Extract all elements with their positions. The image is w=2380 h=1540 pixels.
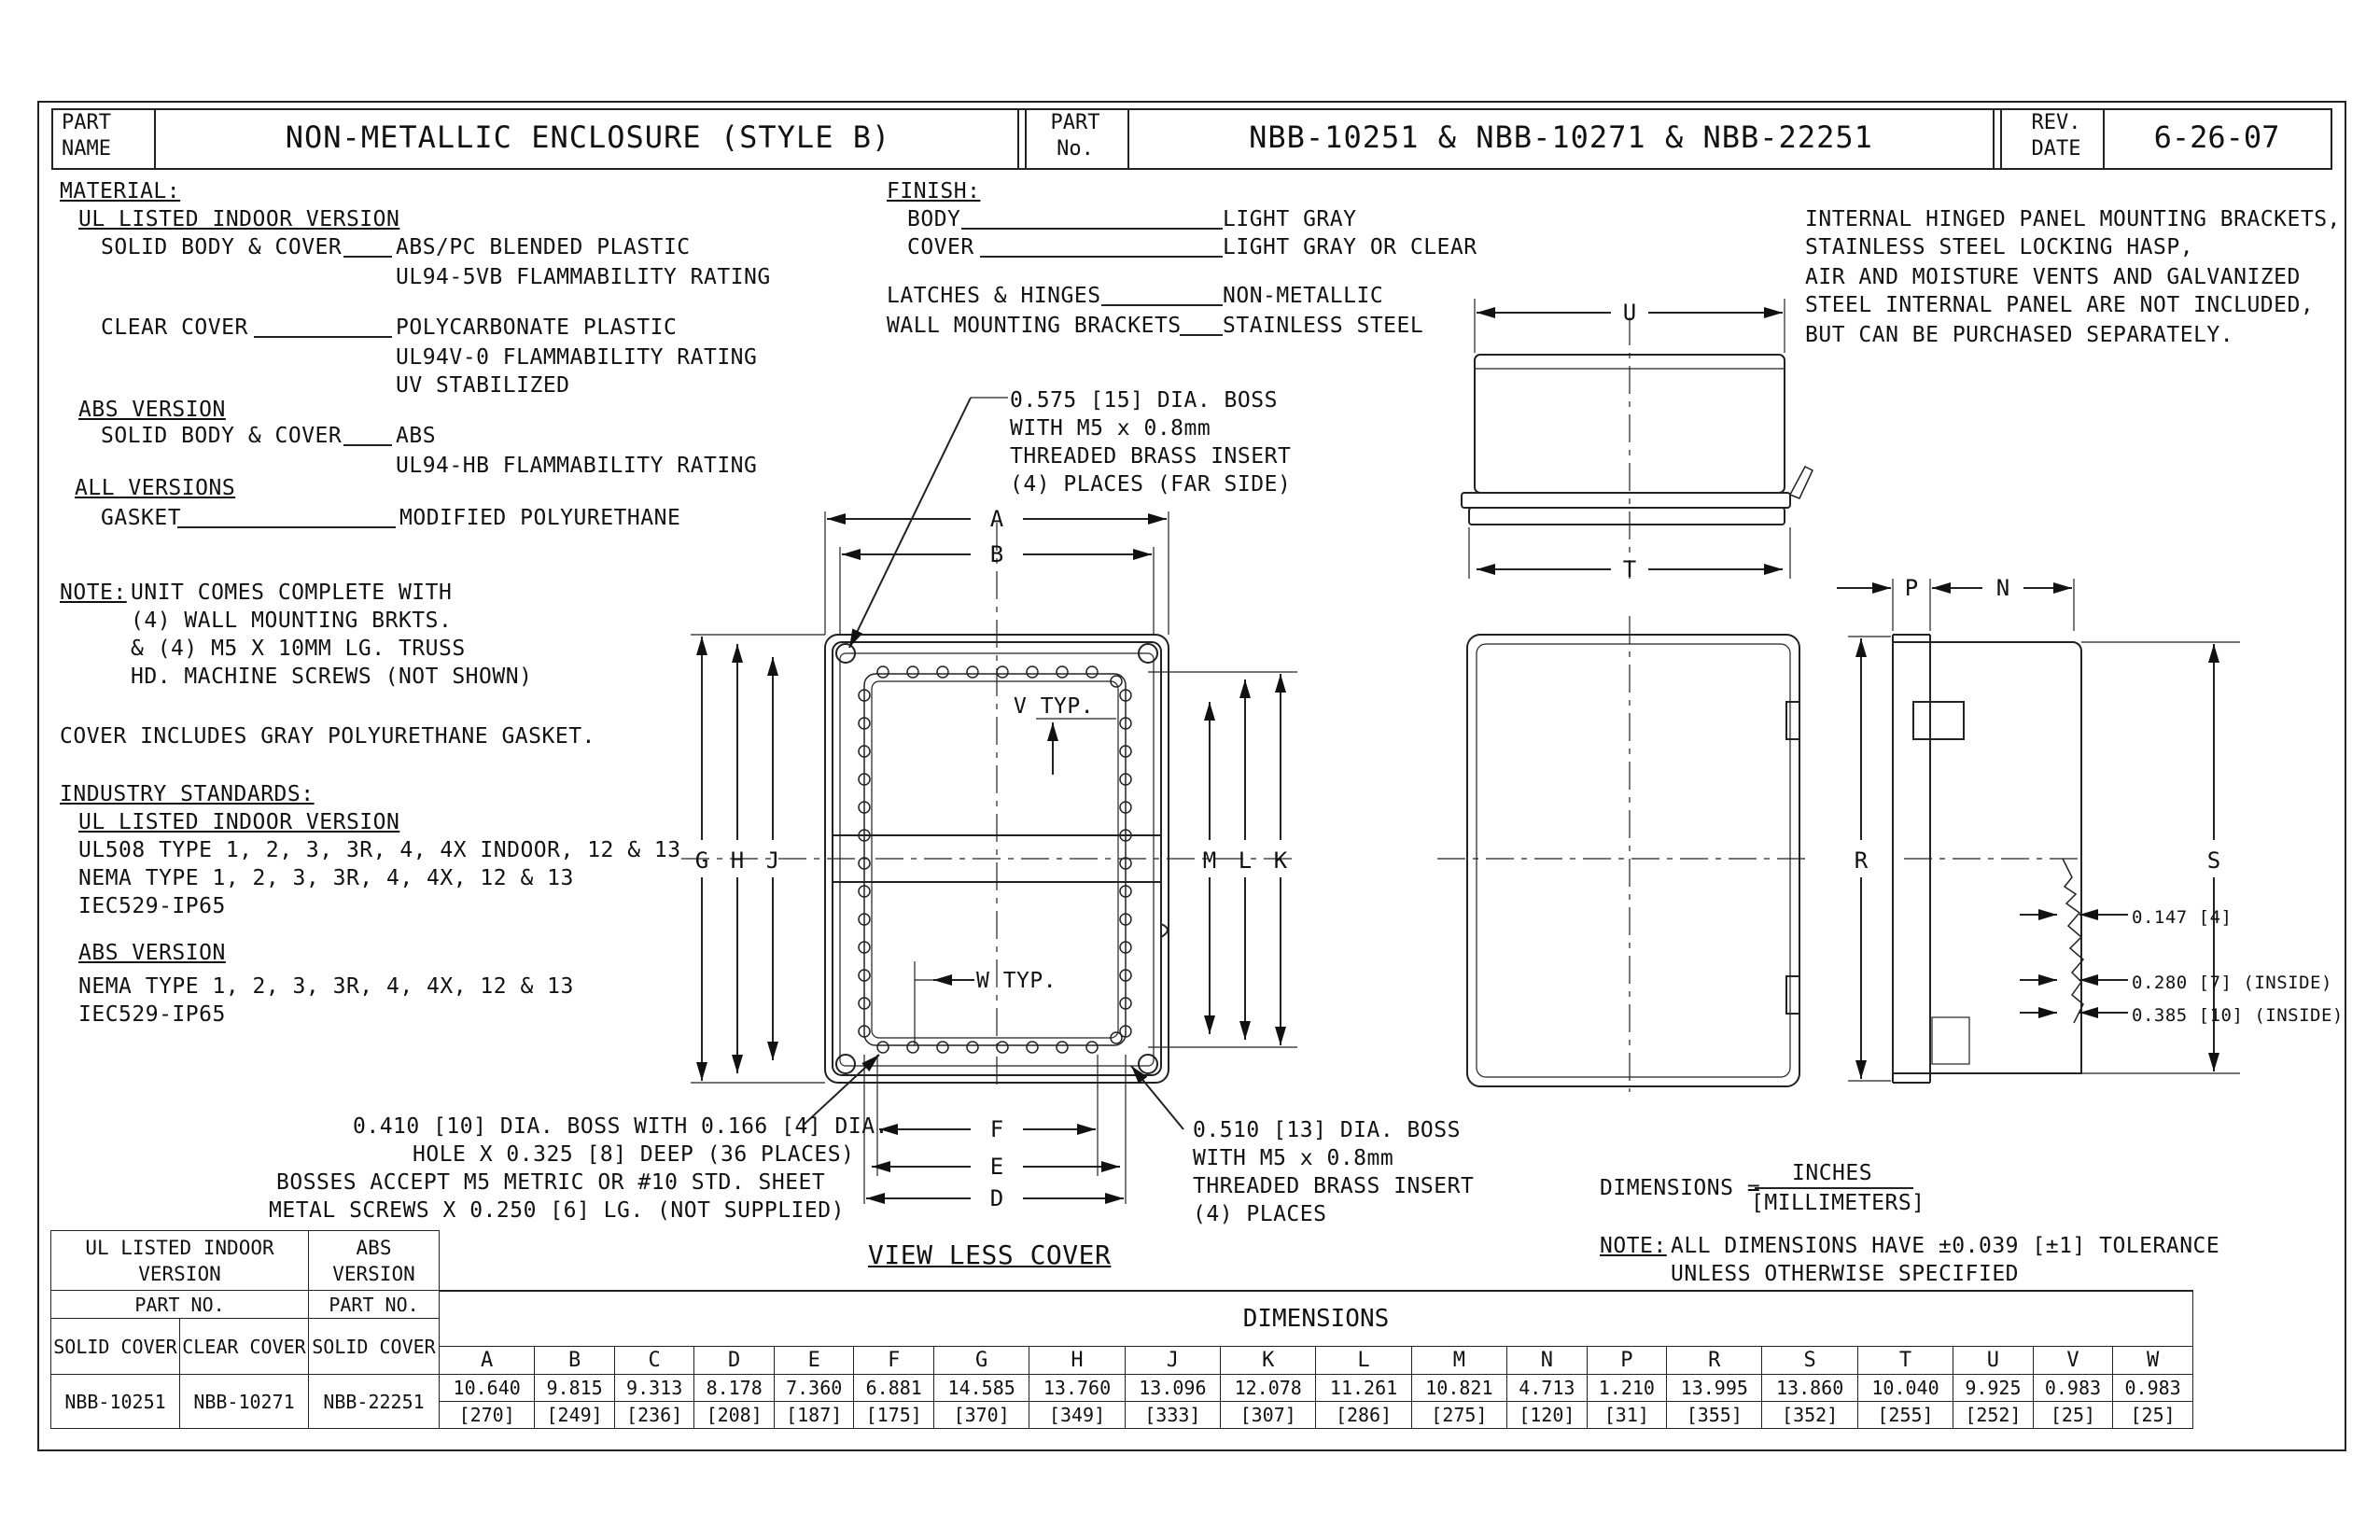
tolerance-note-line-1: ALL DIMENSIONS HAVE ±0.039 [±1] TOLERANCE [1671, 1234, 2220, 1258]
table-dimensions-heading: DIMENSIONS [440, 1291, 2193, 1347]
table-part-no-abs: PART NO. [309, 1291, 440, 1319]
table-cell-inches: 6.881 [854, 1375, 934, 1402]
table-cell-mm: [370] [934, 1402, 1029, 1429]
finish-body-label: BODY [907, 207, 961, 231]
material-clear-value-2: UL94V-0 FLAMMABILITY RATING [396, 345, 758, 370]
finish-cover-value: LIGHT GRAY OR CLEAR [1223, 235, 1477, 259]
callout-410-line-2: HOLE X 0.325 [8] DEEP (36 PLACES) [413, 1142, 855, 1167]
standards-abs-line-2: IEC529-IP65 [78, 1002, 226, 1027]
dim-label-l: L [1238, 847, 1253, 874]
table-part-abs: NBB-22251 [309, 1375, 440, 1429]
callout-v-typ: V TYP. [1014, 694, 1095, 719]
callout-w-typ: W TYP. [976, 969, 1057, 993]
finish-wall-label: WALL MOUNTING BRACKETS [887, 314, 1182, 338]
material-solid-label: SOLID BODY & COVER [101, 235, 343, 259]
material-gasket-value: MODIFIED POLYURETHANE [399, 506, 681, 530]
table-cell-inches: 12.078 [1221, 1375, 1316, 1402]
table-column-header: P [1587, 1347, 1667, 1375]
table-column-header: F [854, 1347, 934, 1375]
table-cell-mm: [208] [694, 1402, 775, 1429]
material-clear-label: CLEAR COVER [101, 315, 248, 340]
table-column-header: U [1953, 1347, 2034, 1375]
table-cell-inches: 1.210 [1587, 1375, 1667, 1402]
corner-boss [836, 1055, 855, 1073]
standards-abs-line-1: NEMA TYPE 1, 2, 3, 3R, 4, 4X, 12 & 13 [78, 974, 574, 999]
internal-note-line-2: STAINLESS STEEL LOCKING HASP, [1805, 235, 2194, 259]
table-cell-inches: 10.040 [1857, 1375, 1953, 1402]
dim-label-a: A [989, 506, 1004, 532]
standards-ul-line-3: IEC529-IP65 [78, 894, 226, 918]
table-part-solid: NBB-10251 [51, 1375, 180, 1429]
note-line-4: HD. MACHINE SCREWS (NOT SHOWN) [131, 665, 533, 689]
units-inches: INCHES [1792, 1161, 1873, 1185]
table-cell-mm: [352] [1762, 1402, 1857, 1429]
table-solid-cover-abs: SOLID COVER [309, 1319, 440, 1375]
material-solid-value-2: UL94-5VB FLAMMABILITY RATING [396, 265, 771, 289]
table-column-header: L [1316, 1347, 1411, 1375]
dim-label-e: E [989, 1154, 1004, 1180]
internal-note-line-4: STEEL INTERNAL PANEL ARE NOT INCLUDED, [1805, 293, 2315, 317]
part-no: NBB-10251 & NBB-10271 & NBB-22251 [1249, 119, 1873, 155]
dim-label-u: U [1622, 300, 1637, 326]
finish-body-value: LIGHT GRAY [1223, 207, 1357, 231]
dim-label-g: G [694, 847, 709, 874]
material-clear-value-3: UV STABILIZED [396, 373, 570, 398]
table-column-header: N [1507, 1347, 1588, 1375]
finish-latches-label: LATCHES & HINGES [887, 284, 1101, 308]
callout-410-line-4: METAL SCREWS X 0.250 [6] LG. (NOT SUPPLIED) [269, 1198, 845, 1223]
standards-abs-heading: ABS VERSION [78, 941, 226, 965]
table-cell-mm: [349] [1029, 1402, 1125, 1429]
material-abs-value-1: ABS [396, 424, 437, 448]
dim-label-b: B [989, 541, 1004, 567]
table-cell-mm: [333] [1125, 1402, 1220, 1429]
table-cell-inches: 9.925 [1953, 1375, 2034, 1402]
table-cell-inches: 7.360 [774, 1375, 854, 1402]
dim-label-m: M [1202, 847, 1217, 874]
rev-date: 6-26-07 [2153, 119, 2280, 155]
internal-note-line-5: BUT CAN BE PURCHASED SEPARATELY. [1805, 323, 2234, 347]
dimensions-table [50, 1230, 2193, 1429]
note-cover-gasket: COVER INCLUDES GRAY POLYURETHANE GASKET. [60, 724, 595, 749]
hinge [1786, 976, 1799, 1014]
standards-heading: INDUSTRY STANDARDS: [60, 782, 315, 806]
table-cell-mm: [120] [1507, 1402, 1588, 1429]
material-ul-heading: UL LISTED INDOOR VERSION [78, 207, 400, 231]
table-abs-header: ABS VERSION [309, 1231, 440, 1291]
finish-latches-value: NON-METALLIC [1223, 284, 1384, 308]
table-cell-inches: 13.096 [1125, 1375, 1220, 1402]
top-view-flange [1462, 493, 1790, 508]
callout-510-line-2: WITH M5 x 0.8mm [1193, 1146, 1394, 1170]
cover-front-view [1467, 635, 1799, 1086]
side-view-body [1893, 642, 2081, 1073]
table-cell-inches: 4.713 [1507, 1375, 1588, 1402]
table-cell-mm: [25] [2033, 1402, 2113, 1429]
material-abs-heading: ABS VERSION [78, 398, 226, 422]
table-cell-inches: 9.313 [614, 1375, 694, 1402]
table-cell-mm: [31] [1587, 1402, 1667, 1429]
dim-label-s: S [2206, 847, 2221, 874]
table-cell-mm: [25] [2113, 1402, 2193, 1429]
callout-510-line-3: THREADED BRASS INSERT [1193, 1174, 1475, 1198]
front-view-flange [840, 653, 1154, 1066]
table-cell-inches: 13.995 [1667, 1375, 1762, 1402]
table-column-header: S [1762, 1347, 1857, 1375]
dim-label-f: F [989, 1116, 1004, 1142]
dim-label-h: H [730, 847, 745, 874]
hasp [1913, 702, 1964, 739]
table-solid-cover: SOLID COVER [51, 1319, 180, 1375]
note-label: NOTE: [60, 581, 127, 605]
material-heading: MATERIAL: [60, 179, 181, 203]
table-clear-cover: CLEAR COVER [180, 1319, 309, 1375]
callout-dim-280: 0.280 [7] (INSIDE) [2132, 973, 2332, 993]
table-cell-inches: 13.760 [1029, 1375, 1125, 1402]
callout-410-line-1: 0.410 [10] DIA. BOSS WITH 0.166 [4] DIA. [353, 1114, 889, 1139]
callout-575-line-4: (4) PLACES (FAR SIDE) [1010, 472, 1292, 497]
standards-ul-line-1: UL508 TYPE 1, 2, 3, 3R, 4, 4X INDOOR, 12 & 13 [78, 838, 681, 862]
corner-boss [1139, 1055, 1157, 1073]
table-ul-header: UL LISTED INDOOR VERSION [51, 1231, 309, 1291]
table-part-no-ul: PART NO. [51, 1291, 309, 1319]
table-cell-inches: 14.585 [934, 1375, 1029, 1402]
table-cell-mm: [355] [1667, 1402, 1762, 1429]
table-column-header: T [1857, 1347, 1953, 1375]
dim-label-d: D [989, 1185, 1004, 1211]
table-column-header: M [1411, 1347, 1506, 1375]
table-cell-inches: 11.261 [1316, 1375, 1411, 1402]
callout-510-line-4: (4) PLACES [1193, 1202, 1327, 1226]
table-cell-mm: [307] [1221, 1402, 1316, 1429]
tolerance-note-line-2: UNLESS OTHERWISE SPECIFIED [1671, 1262, 2020, 1286]
table-column-header: E [774, 1347, 854, 1375]
callout-510-line-1: 0.510 [13] DIA. BOSS [1193, 1118, 1461, 1142]
table-cell-inches: 8.178 [694, 1375, 775, 1402]
note-line-1: UNIT COMES COMPLETE WITH [131, 581, 453, 605]
table-cell-inches: 10.821 [1411, 1375, 1506, 1402]
finish-wall-value: STAINLESS STEEL [1223, 314, 1424, 338]
material-solid-value-1: ABS/PC BLENDED PLASTIC [396, 235, 691, 259]
material-abs-label: SOLID BODY & COVER [101, 424, 343, 448]
table-cell-mm: [249] [535, 1402, 615, 1429]
table-cell-mm: [236] [614, 1402, 694, 1429]
table-part-clear: NBB-10271 [180, 1375, 309, 1429]
part-name: NON-METALLIC ENCLOSURE (STYLE B) [285, 119, 891, 155]
dim-label-r: R [1854, 847, 1869, 874]
rev-date-label: REV. DATE [2031, 111, 2081, 161]
table-cell-mm: [286] [1316, 1402, 1411, 1429]
table-column-header: B [535, 1347, 615, 1375]
table-column-header: J [1125, 1347, 1220, 1375]
table-cell-mm: [275] [1411, 1402, 1506, 1429]
table-cell-mm: [255] [1857, 1402, 1953, 1429]
tolerance-note-label: NOTE: [1600, 1234, 1667, 1258]
part-no-label: PART No. [1050, 111, 1100, 161]
standards-ul-line-2: NEMA TYPE 1, 2, 3, 3R, 4, 4X, 12 & 13 [78, 866, 574, 890]
part-name-label: PART NAME [62, 111, 111, 161]
dim-label-p: P [1904, 575, 1919, 601]
table-cell-mm: [270] [440, 1402, 535, 1429]
finish-cover-label: COVER [907, 235, 974, 259]
callout-410-line-3: BOSSES ACCEPT M5 METRIC OR #10 STD. SHEET [276, 1170, 826, 1195]
callout-575-line-3: THREADED BRASS INSERT [1010, 444, 1292, 469]
note-line-2: (4) WALL MOUNTING BRKTS. [131, 609, 453, 633]
material-all-heading: ALL VERSIONS [75, 476, 236, 500]
table-cell-inches: 13.860 [1762, 1375, 1857, 1402]
callout-dim-147: 0.147 [4] [2132, 907, 2233, 928]
table-column-header: D [694, 1347, 775, 1375]
material-abs-value-2: UL94-HB FLAMMABILITY RATING [396, 454, 758, 478]
material-gasket-label: GASKET [101, 506, 182, 530]
table-cell-mm: [175] [854, 1402, 934, 1429]
table-column-header: R [1667, 1347, 1762, 1375]
table-cell-inches: 9.815 [535, 1375, 615, 1402]
dim-label-n: N [1995, 575, 2010, 601]
dim-label-j: J [765, 847, 780, 874]
standards-ul-heading: UL LISTED INDOOR VERSION [78, 810, 400, 834]
table-column-header: H [1029, 1347, 1125, 1375]
internal-note-line-1: INTERNAL HINGED PANEL MOUNTING BRACKETS, [1805, 207, 2341, 231]
dim-label-k: K [1273, 847, 1288, 874]
table-column-header: K [1221, 1347, 1316, 1375]
callout-575-line-2: WITH M5 x 0.8mm [1010, 416, 1211, 441]
table-column-header: C [614, 1347, 694, 1375]
material-clear-value-1: POLYCARBONATE PLASTIC [396, 315, 678, 340]
table-column-header: V [2033, 1347, 2113, 1375]
units-mm: [MILLIMETERS] [1751, 1191, 1925, 1215]
table-column-header: A [440, 1347, 535, 1375]
units-prefix: DIMENSIONS = [1600, 1176, 1761, 1200]
finish-heading: FINISH: [887, 179, 981, 203]
internal-note-line-3: AIR AND MOISTURE VENTS AND GALVANIZED [1805, 265, 2301, 289]
table-cell-mm: [252] [1953, 1402, 2034, 1429]
table-cell-inches: 0.983 [2113, 1375, 2193, 1402]
view-less-cover-title: VIEW LESS COVER [868, 1239, 1112, 1270]
note-line-3: & (4) M5 X 10MM LG. TRUSS [131, 637, 466, 661]
callout-dim-385: 0.385 [10] (INSIDE) [2132, 1005, 2344, 1026]
hinge [1786, 702, 1799, 739]
table-cell-mm: [187] [774, 1402, 854, 1429]
table-column-header: G [934, 1347, 1029, 1375]
table-cell-inches: 0.983 [2033, 1375, 2113, 1402]
table-cell-inches: 10.640 [440, 1375, 535, 1402]
dim-label-t: T [1622, 556, 1637, 582]
callout-575-line-1: 0.575 [15] DIA. BOSS [1010, 388, 1278, 413]
table-column-header: W [2113, 1347, 2193, 1375]
